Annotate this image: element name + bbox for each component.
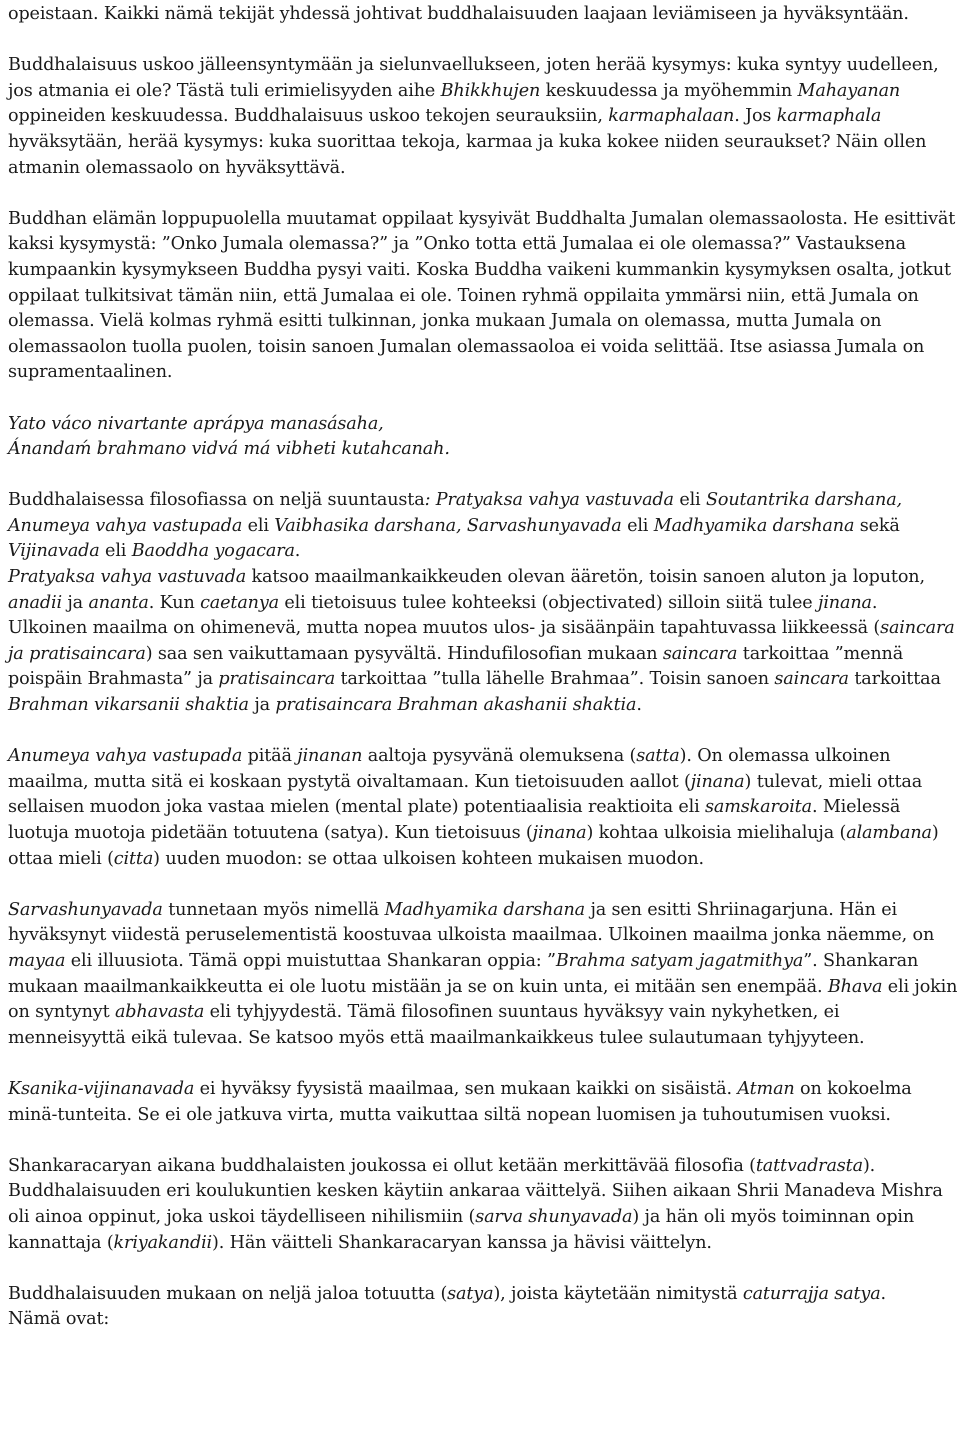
text-run: eli illuusiota. Tämä oppi muistuttaa Shankaran oppia: ” xyxy=(65,950,556,971)
text-run: eli tietoisuus tulee kohteeksi (objectivated) silloin siitä tulee xyxy=(278,592,819,613)
text-run: . Kun xyxy=(148,592,201,613)
italic-term: kriyakandii xyxy=(113,1232,213,1253)
text-run: ) tulevat, mieli ottaa sellaisen muodon joka vastaa mielen (mental plate) potentiaalisia reaktioita eli xyxy=(8,771,923,818)
italic-term: caturrajja satya xyxy=(742,1283,881,1304)
paragraph-rebirth xyxy=(8,53,958,181)
text-run: sekä xyxy=(854,515,900,536)
text-run: eli xyxy=(621,515,654,536)
text-run: Buddhalaisuus uskoo jälleensyntymään ja sielunvaellukseen, joten herää kysymys: kuka syntyy uudelleen, jos atmania ei ole? Tästä tuli erimielisyyden aihe xyxy=(8,55,939,101)
text-run: tunnetaan myös nimellä xyxy=(162,899,385,920)
text-run: . Ulkoinen maailma on ohimenevä, mutta nopea muutos ulos- ja sisäänpäin tapahtuvassa liikkeessä ( xyxy=(8,592,881,639)
text-run: eli jokin on syntynyt xyxy=(8,976,958,1023)
italic-term: Mahayanan xyxy=(797,80,901,101)
text-run: . xyxy=(294,541,301,562)
italic-term: pratisaincara Brahman akashanii shaktia xyxy=(275,695,637,716)
paragraph-anumeya xyxy=(8,744,958,872)
text-run: eli xyxy=(673,490,706,511)
text-run: eli xyxy=(99,541,132,562)
document-body xyxy=(8,2,958,1333)
text-run: tarkoittaa ”tulla lähelle Brahmaa”. Toisin sanoen xyxy=(335,669,775,690)
italic-term: Soutantrika darshana, Anumeya vahya vastupada xyxy=(8,490,902,536)
italic-term: pratisaincara xyxy=(218,669,336,690)
text-run: . Jos xyxy=(734,106,777,127)
italic-term: Bhikkhujen xyxy=(440,80,541,101)
paragraph-ksanika xyxy=(8,1077,958,1128)
text-run: ja sen esitti Shriinagarjuna. Hän ei hyväksynyt viidestä peruselementistä koostuvaa ulkoista maailmaa. Ulkoinen maailma jonka näemme, on xyxy=(8,899,935,946)
text-run: pitää xyxy=(242,746,298,767)
italic-term: karmaphala xyxy=(776,106,882,127)
text-run: . xyxy=(880,1283,886,1304)
paragraph-schools xyxy=(8,488,958,565)
italic-term: Sarvashunyavada xyxy=(8,899,163,920)
text-run: ). Buddhalaisuuden eri koulukuntien kesken käytiin ankaraa väittelyä. Siihen aikaan Shrii Manadeva Mishra oli ainoa oppinut, joka uskoi täydelliseen nihilismiin ( xyxy=(8,1155,943,1227)
text-run: aaltoja pysyvänä olemuksena ( xyxy=(362,746,637,767)
text-run: ”. Shankaran mukaan maailmankaikkeutta ei ole luotu mistään ja se on kuin unta, ei mitään sen enempää. xyxy=(8,950,919,997)
text-run: Buddhalaisessa filosofiassa on neljä suuntausta xyxy=(8,490,425,511)
italic-term: Yato váco nivartante aprápya manasásaha, xyxy=(8,413,384,434)
text-run: Buddhan elämän loppupuolella muutamat oppilaat kysyivät Buddhalta Jumalan olemassaolosta. He esittivät kaksi kysymystä: ”Onko Jumala olemassa?” ja ”Onko totta että Jumalaa ei ole olemassa?” Vastauksena kumpaankin kysymykseen Buddha pysyi vaiti. Koska Buddha vaikeni kummankin kysymyksen osalta, jotkut oppilaat tulkitsivat tämän niin, että Jumalaa ei ole. Toinen ryhmä oppilaita ymmärsi niin, että Jumala on olemassa. Vielä kolmas ryhmä esitti tulkinnan, jonka mukaan Jumala on olemassa, mutta Jumala on olemassaolon tuolla puolen, toisin sanoen Jumalan olemassaoloa ei voida selittää. Itse asiassa Jumala on supramentaalinen. xyxy=(8,208,956,383)
text-run: ei hyväksy fyysistä maailmaa, sen mukaan kaikki on sisäistä. xyxy=(194,1078,738,1099)
italic-term: saincara ja pratisaincara xyxy=(8,618,955,664)
italic-term: sarva shunyavada xyxy=(475,1206,633,1227)
paragraph-pratyaksa xyxy=(8,565,958,719)
paragraph-god-question xyxy=(8,207,958,386)
italic-term: samskaroita xyxy=(705,797,812,818)
text-run: opeistaan. Kaikki nämä tekijät yhdessä johtivat buddhalaisuuden laajaan leviämiseen ja hyväksyntään. xyxy=(8,4,909,24)
text-run: ) ottaa mieli ( xyxy=(8,823,939,869)
text-run: tarkoittaa ”mennä poispäin Brahmasta” ja xyxy=(8,643,904,690)
italic-term: Madhyamika darshana xyxy=(653,515,855,536)
text-run: hyväksytään, herää kysymys: kuka suorittaa tekoja, karmaa ja kuka kokee niiden seuraukset? Näin ollen atmanin olemassaolo on hyväksyttävä. xyxy=(8,131,927,178)
italic-term: : Pratyaksa vahya vastuvada xyxy=(424,490,674,511)
text-run: Shankaracaryan aikana buddhalaisten joukossa ei ollut ketään merkittävää filosofia ( xyxy=(8,1155,756,1176)
italic-term: Atman xyxy=(737,1078,795,1099)
text-run: ), joista käytetään nimitystä xyxy=(493,1283,743,1304)
italic-term: Brahma satyam jagatmithya xyxy=(555,950,804,971)
text-run: ). On olemassa ulkoinen maailma, mutta sitä ei koskaan pystytä oivaltamaan. Kun tietoisuuden aallot ( xyxy=(8,746,891,792)
text-run: ) ja hän oli myös toiminnan opin kannattaja ( xyxy=(8,1206,915,1253)
italic-term: karmaphalaan xyxy=(608,106,735,127)
italic-term: ananta xyxy=(88,592,149,613)
text-run: Buddhalaisuuden mukaan on neljä jaloa totuutta ( xyxy=(8,1283,448,1304)
italic-term: Madhyamika darshana xyxy=(384,899,585,920)
paragraph-sarvashunyavada xyxy=(8,898,958,1052)
italic-term: citta xyxy=(113,848,154,869)
italic-term: Pratyaksa vahya vastuvada xyxy=(8,567,247,588)
text-run: . xyxy=(636,695,642,716)
italic-term: Baoddha yogacara xyxy=(131,541,295,562)
text-run: katsoo maailmankaikkeuden olevan ääretön, toisin sanoen aluton ja loputon, xyxy=(246,567,925,588)
italic-term: Vaibhasika darshana, Sarvashunyavada xyxy=(274,515,622,536)
paragraph-intro-cont xyxy=(8,2,958,28)
text-run: ). Hän väitteli Shankaracaryan kanssa ja hävisi väittelyn. xyxy=(212,1232,712,1253)
italic-term: Ksanika-vijinanavada xyxy=(8,1078,195,1099)
italic-term: saincara xyxy=(774,669,849,690)
paragraph-shankaracarya xyxy=(8,1154,958,1256)
text-run: eli xyxy=(242,515,275,536)
italic-term: anadii xyxy=(8,592,62,613)
italic-term: Anumeya vahya vastupada xyxy=(8,746,243,767)
text-run: ) uuden muodon: se ottaa ulkoisen kohteen mukaisen muodon. xyxy=(153,848,704,869)
italic-term: jinana xyxy=(532,823,587,843)
text-run: Nämä ovat: xyxy=(8,1309,110,1330)
text-run: ) kohtaa ulkoisia mielihaluja ( xyxy=(586,823,847,843)
italic-term: alambana xyxy=(846,823,932,843)
text-run: tarkoittaa xyxy=(848,669,941,690)
italic-term: abhavasta xyxy=(114,1002,205,1023)
text-run: ) saa sen vaikuttamaan pysyvältä. Hindufilosofian mukaan xyxy=(145,643,663,664)
italic-term: saincara xyxy=(662,643,738,664)
italic-term: Ánandaḿ brahmano vidvá má vibheti kutahcanah. xyxy=(8,439,450,460)
text-run: oppineiden keskuudessa. Buddhalaisuus uskoo tekojen seurauksiin, xyxy=(8,106,609,127)
italic-term: Bhava xyxy=(827,976,883,997)
text-run: . Mielessä luotuja muotoja pidetään totuutena (satya). Kun tietoisuus ( xyxy=(8,797,901,843)
italic-term: jinanan xyxy=(297,746,363,767)
italic-term: caetanya xyxy=(200,592,279,613)
text-run: eli tyhjyydestä. Tämä filosofinen suuntaus hyväksyy vain nykyhetken, ei menneisyyttä eikä tulevaa. Se katsoo myös että maailmankaikkeus tulee sulautumaan tyhjyyteen. xyxy=(8,1002,865,1048)
italic-term: Vijinavada xyxy=(8,541,100,562)
italic-term: satya xyxy=(447,1283,494,1304)
italic-term: jinana xyxy=(818,592,872,613)
paragraph-verse xyxy=(8,412,958,463)
italic-term: Brahman vikarsanii shaktia xyxy=(8,695,249,716)
text-run: keskuudessa ja myöhemmin xyxy=(540,80,798,101)
italic-term: jinana xyxy=(690,771,745,792)
italic-term: mayaa xyxy=(8,950,66,971)
italic-term: tattvadrasta xyxy=(755,1155,863,1176)
text-run: ja xyxy=(248,695,276,716)
italic-term: satta xyxy=(636,746,680,767)
text-run: ja xyxy=(61,592,89,613)
paragraph-truths xyxy=(8,1282,958,1333)
text-run: on kokoelma minä-tunteita. Se ei ole jatkuva virta, mutta vaikuttaa siltä nopean luomisen ja tuhoutumisen vuoksi. xyxy=(8,1078,912,1125)
